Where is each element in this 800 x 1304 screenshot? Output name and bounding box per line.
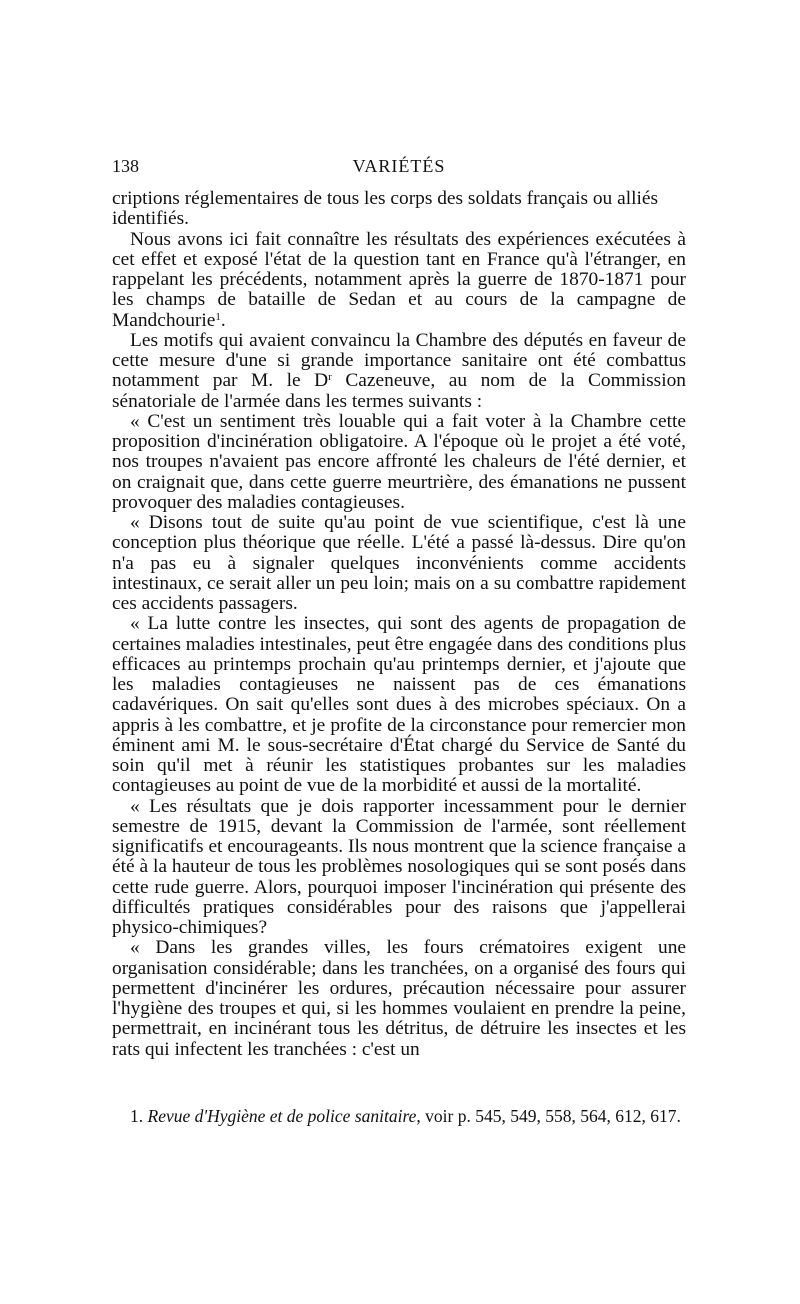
footnote-number: 1. [130, 1106, 144, 1126]
superscript: r [328, 371, 332, 384]
footnotes [112, 1106, 686, 1127]
paragraph-continuation: criptions réglementaires de tous les corps des soldats français ou alliés identifiés. [112, 188, 659, 230]
quote-paragraph: « Disons tout de suite qu'au point de vue scientifique, c'est là une conception plus théorique que réelle. L'été a passé là-dessus. Dire qu'on n'a pas eu à signaler quelques inconvénients comme accidents intestinaux, ce serait aller un peu loin; mais on a su combattre rapidement ces accidents passagers. [112, 512, 686, 614]
quote-paragraph: « La lutte contre les insectes, qui sont des agents de propagation de certaines maladies intestinales, peut être engagée dans des conditions plus efficaces au printemps prochain qu'au printemps dernier, et j'ajoute que les maladies contagieuses ne naissent pas de ces émanations cadavériques. On sait qu'elles sont dues à des microbes spéciaux. On a appris à les combattre, et je profite de la circonstance pour remercier mon éminent ami M. le sous-secrétaire d'État chargé du Service de Santé du soin qu'il met à réunir les statistiques probantes sur les maladies contagieuses au point de vue de la morbidité et aussi de la mortalité. [112, 613, 686, 797]
quote-paragraph: « Dans les grandes villes, les fours crématoires exigent une organisation considérable; dans les tranchées, on a organisé des fours qui permettent d'incinérer les ordures, précaution nécessaire pour assurer l'hygiène des troupes et qui, si les hommes voulaient en prendre la peine, permettrait, en incinérant tous les détritus, de détruire les insectes et les rats qui infectent les tranchées : c'est un [112, 937, 686, 1060]
footnote-text: , voir p. 545, 549, 558, 564, 612, 617. [416, 1106, 681, 1126]
quote-paragraph: « C'est un sentiment très louable qui a fait voter à la Chambre cette proposition d'incinération obligatoire. A l'époque où le projet a été voté, nos troupes n'avaient pas encore affronté les chaleurs de l'été dernier, et on craignait que, dans cette guerre meurtrière, des émanations ne pussent provoquer des maladies contagieuses. [112, 410, 686, 513]
footnote [112, 1106, 686, 1127]
paragraph: Nous avons ici fait connaître les résultats des expériences exécutées à cet effet et exposé l'état de la question tant en France qu'à l'étranger, en rappelant les précédents, notamment après la guerre de 1870-1871 pour les champs de bataille de Sedan et au cours de la campagne de Mandchourie$^1$. [112, 228, 686, 331]
footnote-title: Revue d'Hygiène et de police sanitaire [147, 1106, 417, 1126]
body-text [112, 189, 686, 1060]
quote-paragraph: « Les résultats que je dois rapporter incessamment pour le dernier semestre de 1915, devant la Commission de l'armée, sont réellement significatifs et encourageants. Ils nous montrent que la science française a été à la hauteur de tous les problèmes nosologiques qui se sont posés dans cette rude guerre. Alors, pourquoi imposer l'incinération qui présente des difficultés pratiques considérables pour des raisons que j'appellerai physico-chimiques? [112, 795, 686, 938]
paragraph: Les motifs qui avaient convaincu la Chambre des députés en faveur de cette mesure d'une si grande importance sanitaire ont été combattus notamment par M. le $D^r$ Cazeneuve, au nom de la Commission sénatoriale de l'armée dans les termes suivants : [112, 329, 686, 412]
running-title: VARIÉTÉS [352, 156, 446, 176]
footnote-reference: 1 [215, 310, 221, 323]
page-number: 138 [112, 156, 139, 176]
page-header [112, 156, 686, 182]
